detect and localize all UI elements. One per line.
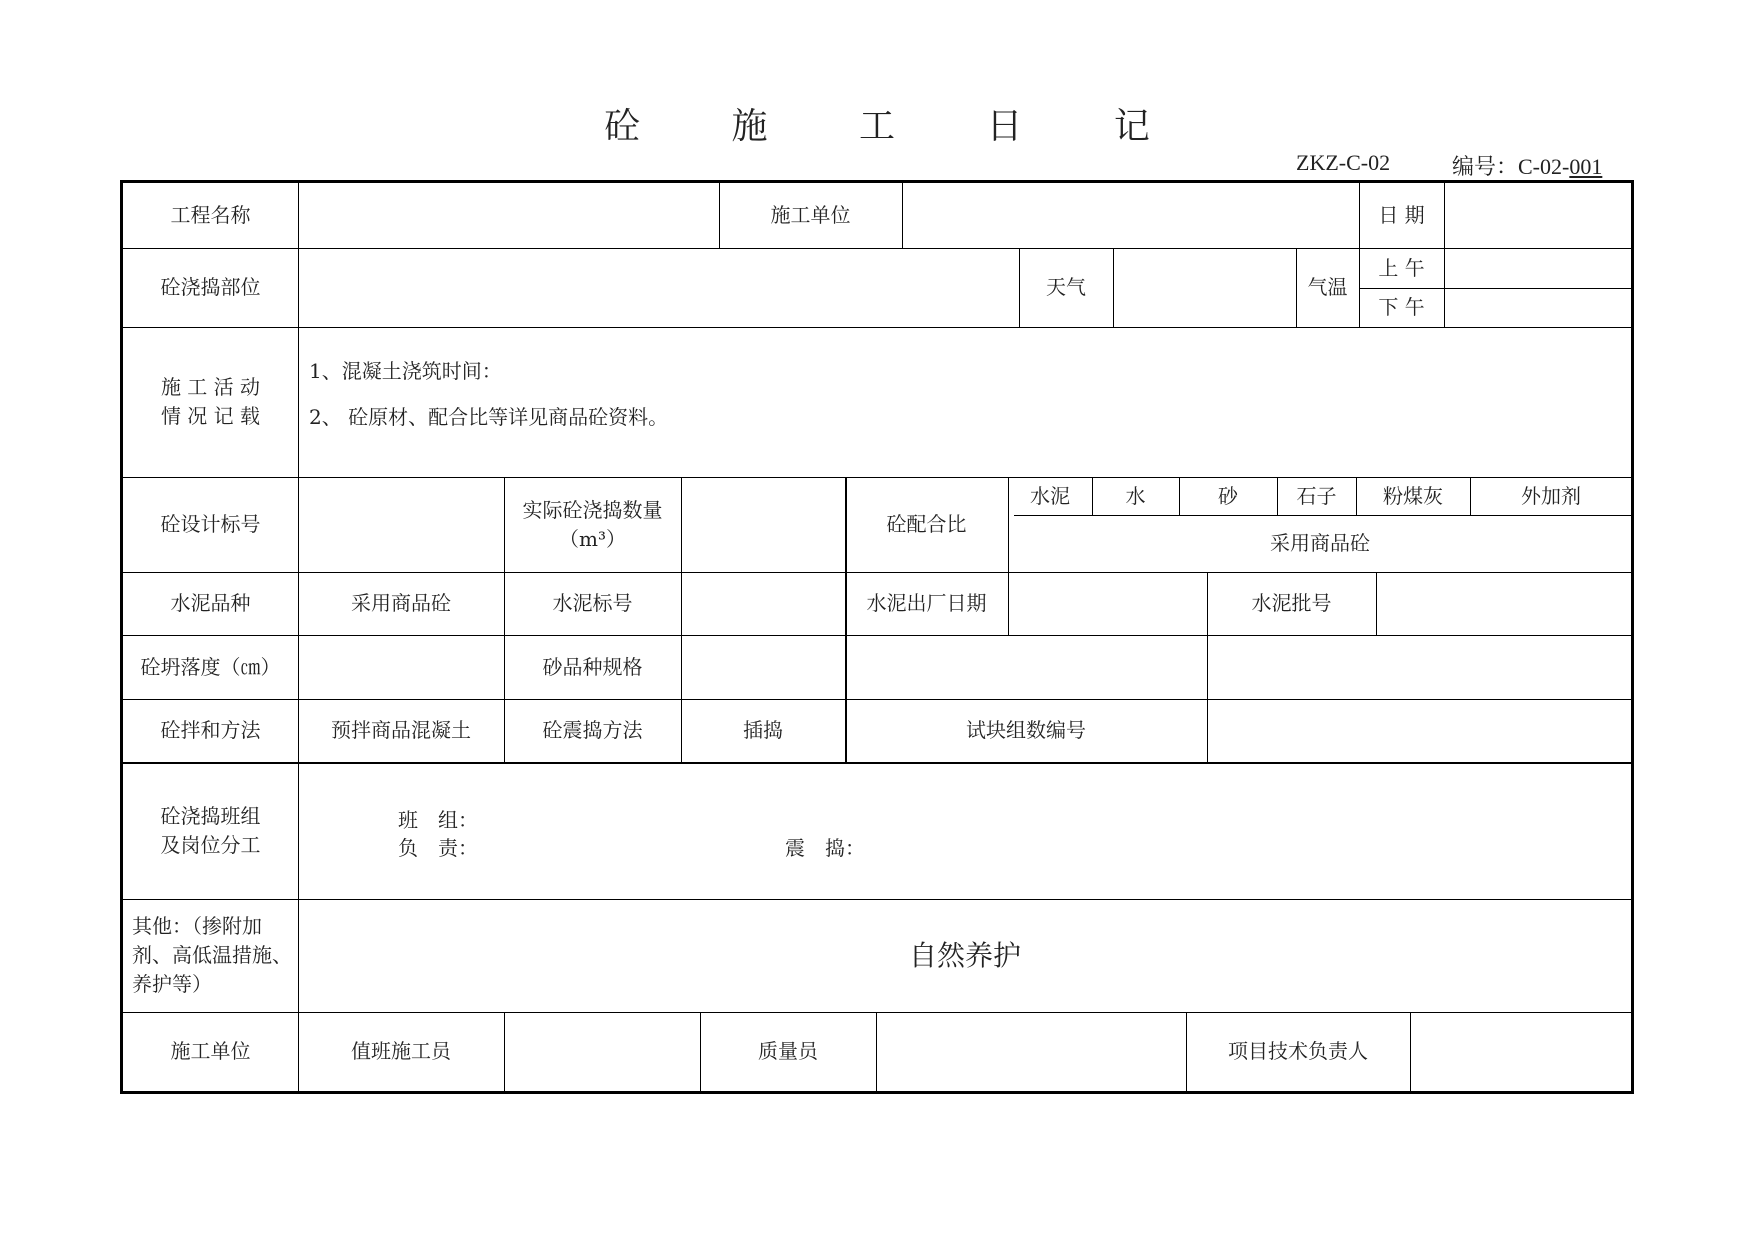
label-date: 日 期 — [1378, 203, 1425, 227]
label-quality-inspector: 质量员 — [758, 1039, 818, 1063]
form-code: ZKZ-C-02 — [1296, 150, 1391, 175]
label-sand-spec: 砂品种规格 — [542, 654, 643, 679]
cement-type-value: 采用商品砼 — [351, 591, 451, 615]
label-actual-volume-line2: （m³） — [559, 526, 626, 551]
mix-item-sand: 砂 — [1218, 483, 1238, 508]
label-other-line1: 其他：（掺附加 — [132, 914, 262, 938]
label-project-name: 工程名称 — [170, 203, 251, 227]
label-activity-line2: 情 况 记 载 — [160, 404, 261, 428]
team-group-field: 班 组： — [398, 808, 478, 832]
label-mixing-method: 砼拌和方法 — [160, 718, 261, 742]
label-actual-volume — [504, 477, 681, 572]
label-cement-type: 水泥品种 — [170, 591, 251, 615]
diary-form-table — [120, 180, 1634, 1094]
label-construction-unit: 施工单位 — [770, 203, 851, 227]
label-team-line1: 砼浇捣班组 — [160, 804, 261, 828]
mix-item-admixture: 外加剂 — [1521, 483, 1581, 508]
activity-item-pour-time: 1、混凝土浇筑时间： — [309, 359, 502, 383]
document-title: 砼 施 工 日 记 — [604, 106, 1190, 147]
activity-item-materials: 2、 砼原材、配合比等详见商品砼资料。 — [309, 405, 669, 429]
label-actual-volume-line1: 实际砼浇捣数量 — [522, 497, 663, 522]
mix-item-cement: 水泥 — [1030, 483, 1070, 508]
label-cement-batch: 水泥批号 — [1251, 591, 1332, 615]
label-other-line2: 剂、高低温措施、 — [132, 943, 292, 967]
label-shift-worker: 值班施工员 — [351, 1039, 451, 1063]
label-mix-ratio: 砼配合比 — [886, 512, 967, 536]
serial-label: 编号：C-02- — [1452, 154, 1570, 179]
serial-number — [1452, 150, 1602, 181]
label-temperature: 气温 — [1307, 275, 1348, 299]
label-cement-date: 水泥出厂日期 — [866, 591, 987, 615]
label-pouring-team — [123, 763, 298, 899]
label-weather: 天气 — [1046, 275, 1086, 299]
label-afternoon: 下 午 — [1378, 295, 1425, 319]
mix-item-gravel: 石子 — [1296, 483, 1337, 508]
label-pour-location: 砼浇捣部位 — [160, 275, 261, 299]
label-technical-lead: 项目技术负责人 — [1228, 1039, 1368, 1063]
label-vibration-method: 砼震捣方法 — [542, 718, 643, 742]
label-team-line2: 及岗位分工 — [160, 833, 261, 857]
mix-ratio-value: 采用商品砼 — [1270, 531, 1370, 555]
mix-item-fly-ash: 粉煤灰 — [1383, 483, 1443, 508]
label-activity-line1: 施 工 活 动 — [160, 375, 261, 399]
mixing-method-value: 预拌商品混凝土 — [331, 718, 471, 742]
mix-item-water: 水 — [1125, 483, 1146, 508]
label-cement-grade: 水泥标号 — [552, 591, 633, 615]
label-slump: 砼坍落度（㎝） — [140, 654, 281, 679]
label-design-grade: 砼设计标号 — [160, 512, 261, 536]
team-vibrate-field: 震 捣： — [785, 836, 865, 860]
team-lead-field: 负 责： — [398, 836, 478, 860]
label-morning: 上 午 — [1378, 255, 1425, 280]
label-other-line3: 养护等） — [132, 972, 212, 996]
vibration-method-value: 插捣 — [743, 718, 783, 742]
label-specimen-groups: 试块组数编号 — [966, 718, 1086, 742]
other-notes-value: 自然养护 — [908, 939, 1021, 972]
label-other-notes — [123, 899, 298, 1012]
label-footer-unit: 施工单位 — [170, 1039, 251, 1063]
label-activity-record — [123, 327, 298, 477]
serial-value: 001 — [1569, 154, 1603, 179]
